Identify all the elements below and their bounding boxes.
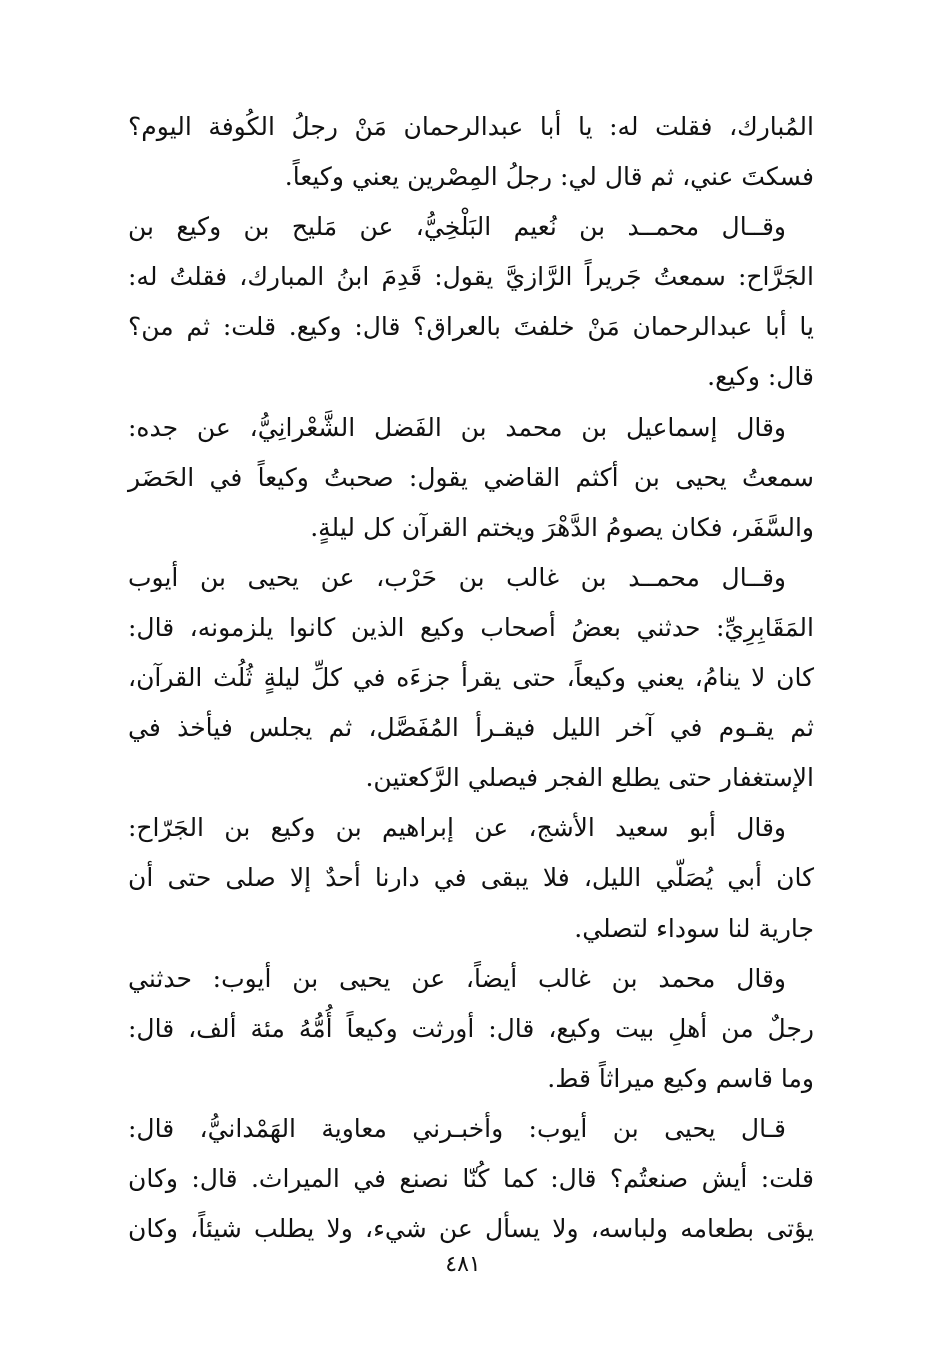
text-line: سمعتُ يحيى بن أكثم القاضي يقول: صحبتُ وكيعاً في الحَضَر bbox=[128, 462, 814, 492]
text-line: جارية لنا سوداء لتصلي. bbox=[574, 913, 814, 943]
paragraph bbox=[128, 1104, 814, 1254]
text-line: يا أبا عبدالرحمان مَنْ خلفتَ بالعراق؟ قال: وكيع. قلت: ثم من؟ bbox=[128, 312, 814, 342]
text-line: قال: وكيع. bbox=[707, 362, 814, 392]
text-line: وقال إسماعيل بن محمد بن الفَضل الشَّعْرانِيُّ، عن جده: bbox=[128, 412, 786, 442]
text-line: المَقَابِرِيِّ: حدثني بعضُ أصحاب وكيع الذين كانوا يلزمونه، قال: bbox=[128, 612, 814, 642]
paragraph bbox=[128, 553, 814, 803]
text-line: وقال محمد بن غالب أيضاً، عن يحيى بن أيوب: حدثني bbox=[128, 963, 786, 993]
text-line: وقال أبو سعيد الأشج، عن إبراهيم بن وكيع بن الجَرّاح: bbox=[128, 813, 786, 843]
paragraph bbox=[128, 803, 814, 953]
text-line: والسَّفَر، فكان يصومُ الدَّهْرَ ويختم القرآن كل ليلةٍ. bbox=[310, 512, 814, 542]
paragraph bbox=[128, 403, 814, 553]
text-line: وقــال محمــد بن غالب بن حَرْب، عن يحيى بن أيوب bbox=[128, 562, 786, 592]
text-line: الجَرَّاح: سمعتُ جَريراً الرَّازيَّ يقول: قَدِمَ ابنُ المبارك، فقلتُ له: bbox=[128, 262, 814, 292]
text-line: ثم يقـوم في آخر الليل فيقـرأ المُفَصَّل، ثم يجلس فيأخذ في bbox=[128, 713, 814, 743]
page-number: ٤٨١ bbox=[445, 1252, 481, 1277]
text-line: يؤتى بطعامه ولباسه، ولا يسأل عن شيء، ولا يطلب شيئاً، وكان bbox=[128, 1214, 814, 1244]
text-line: قـال يحيى بن أيوب: وأخبـرني معاوية الهَمْدانيُّ، قال: bbox=[128, 1113, 786, 1143]
text-line: الإستغفار حتى يطلع الفجر فيصلي الرَّكعتين. bbox=[365, 763, 814, 793]
text-line: فسكتَ عني، ثم قال لي: رجلُ المِصْرين يعني وكيعاً. bbox=[284, 162, 814, 192]
text-line: المُبارك، فقلت له: يا أبا عبدالرحمان مَنْ رجلُ الكُوفة اليوم؟ bbox=[128, 112, 814, 141]
text-line: رجلٌ من أهلِ بيت وكيع، قال: أورثت وكيعاً أُمُّهُ مئة ألف، قال: bbox=[128, 1013, 814, 1043]
text-line: قلت: أيش صنعتُم؟ قال: كما كُنّا نصنع في الميراث. قال: وكان bbox=[128, 1163, 814, 1193]
paragraph bbox=[128, 954, 814, 1104]
text-line: وقــال محمــد بن نُعيم البَلْخِيُّ، عن مَليح بن وكيع بن bbox=[128, 212, 786, 242]
text-line: كان أبي يُصَلّي الليل، فلا يبقى في دارنا أحدٌ إلا صلى حتى أن bbox=[128, 863, 814, 893]
body-text bbox=[128, 102, 814, 1254]
paragraph bbox=[128, 202, 814, 402]
text-line: وما قاسم وكيع ميراثاً قط. bbox=[547, 1063, 814, 1093]
text-line: كان لا ينامُ، يعني وكيعاً، حتى يقرأ جزءَه في كلِّ ليلةٍ ثُلُث القرآن، bbox=[128, 663, 814, 693]
paragraph bbox=[128, 102, 814, 202]
